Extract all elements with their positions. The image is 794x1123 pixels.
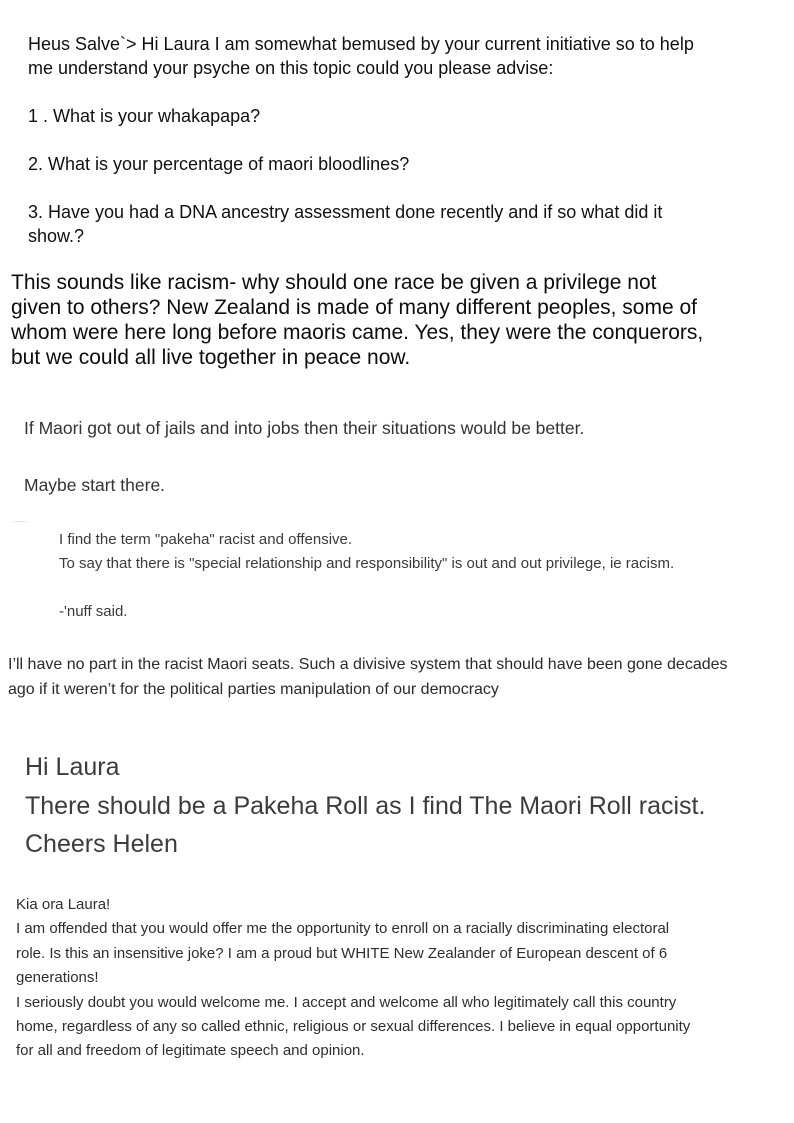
line-gap xyxy=(59,576,779,600)
comment-line: given to others? New Zealand is made of many different peoples, some of xyxy=(11,296,697,319)
comment-maori-seats xyxy=(8,652,788,702)
line-gap xyxy=(28,128,788,152)
question-2: 2. What is your percentage of maori bloodlines? xyxy=(28,154,410,174)
comment-kia-ora xyxy=(16,893,786,1064)
comment-line: Cheers Helen xyxy=(25,830,178,858)
comment-line: I’ll have no part in the racist Maori seats. Such a divisive system that should have been gone decades xyxy=(8,656,728,673)
line-gap xyxy=(28,80,788,104)
comment-line: I seriously doubt you would welcome me. I accept and welcome all who legitimately call this country xyxy=(16,993,677,1011)
comment-line: home, regardless of any so called ethnic, religious or sexual differences. I believe in equal opportunity xyxy=(16,1018,691,1036)
question-1: 1 . What is your whakapapa? xyxy=(28,106,261,126)
comment-line: This sounds like racism- why should one race be given a privilege not xyxy=(11,271,657,294)
comment-line: To say that there is "special relationship and responsibility" is out and out privilege, ie racism. xyxy=(59,555,675,572)
comment-questions xyxy=(28,32,788,248)
comment-line: generations! xyxy=(16,969,99,987)
comment-line: Hi Laura xyxy=(25,753,120,781)
comment-line: Maybe start there. xyxy=(24,475,166,495)
comment-line: me understand your psyche on this topic could you please advise: xyxy=(28,58,554,78)
comment-line: but we could all live together in peace now. xyxy=(11,346,411,369)
comment-jails-jobs xyxy=(24,416,784,497)
comment-line: role. Is this an insensitive joke? I am a proud but WHITE New Zealander of European descent of 6 xyxy=(16,944,668,962)
comment-line: -'nuff said. xyxy=(59,603,128,620)
comment-line: There should be a Pakeha Roll as I find The Maori Roll racist. xyxy=(25,791,706,820)
comment-line: ago if it weren’t for the political parties manipulation of our democracy xyxy=(8,681,499,698)
comment-pakeha-roll xyxy=(25,748,785,864)
divider-mark xyxy=(13,521,27,522)
comment-line: whom were here long before maoris came. Yes, they were the conquerors, xyxy=(11,321,704,344)
question-3-cont: show.? xyxy=(28,226,85,246)
comment-line: I am offended that you would offer me the opportunity to enroll on a racially discriminating electoral xyxy=(16,920,670,938)
comment-line: If Maori got out of jails and into jobs then their situations would be better. xyxy=(24,418,585,438)
comment-racism-privilege xyxy=(11,270,791,370)
comment-line: Heus Salve`> Hi Laura I am somewhat bemused by your current initiative so to help xyxy=(28,34,694,54)
line-gap xyxy=(28,176,788,200)
comment-line: Kia ora Laura! xyxy=(16,896,111,913)
line-gap xyxy=(24,440,784,473)
question-3: 3. Have you had a DNA ancestry assessment done recently and if so what did it xyxy=(28,202,663,222)
comment-pakeha-term xyxy=(59,528,779,624)
comment-line: I find the term "pakeha" racist and offensive. xyxy=(59,531,353,548)
comment-line: for all and freedom of legitimate speech and opinion. xyxy=(16,1042,365,1060)
